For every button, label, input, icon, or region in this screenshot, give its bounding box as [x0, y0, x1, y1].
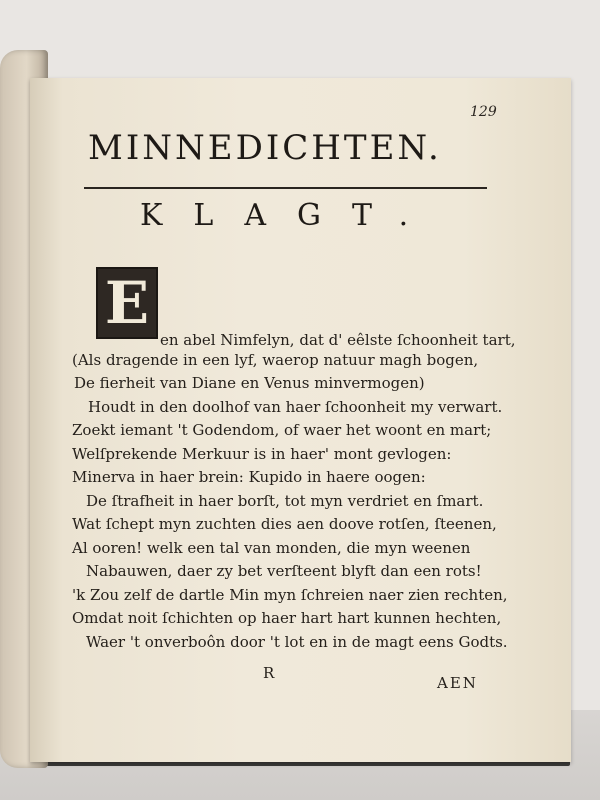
- catchword: AEN: [437, 674, 478, 692]
- poem-line: Wat ſchept myn zuchten dies aen doove rotſen, ſteenen,: [72, 515, 497, 533]
- page-number: 129: [470, 104, 497, 120]
- poem-line: Omdat noit ſchichten op haer hart hart kunnen hechten,: [72, 609, 502, 627]
- poem-line: Waer 't onverboôn door 't lot en in de magt eens Godts.: [86, 633, 508, 651]
- poem-line: Al ooren! welk een tal van monden, die myn weenen: [72, 539, 471, 557]
- poem-line: De ſtrafheit in haer borſt, tot myn verdriet en ſmart.: [86, 492, 484, 510]
- poem-line: Welſprekende Merkuur is in haer' mont gevlogen:: [72, 445, 452, 463]
- poem-line: De fierheit van Diane en Venus minvermogen): [74, 374, 425, 392]
- poem-line: Zoekt iemant 't Godendom, of waer het woont en mart;: [72, 421, 492, 439]
- drop-cap-letter: E: [104, 269, 150, 337]
- poem-line: (Als dragende in een lyf, waerop natuur magh bogen,: [72, 351, 479, 369]
- poem-line: en abel Nimfelyn, dat d' eêlste ſchoonheit tart,: [160, 331, 516, 349]
- poem-line: Minerva in haer brein: Kupido in haere oogen:: [72, 468, 426, 486]
- poem-line: Houdt in den doolhof van haer ſchoonheit my verwart.: [88, 398, 503, 416]
- book-page: [30, 78, 571, 762]
- title-rule: [84, 187, 487, 189]
- poem-line: Nabauwen, daer zy bet verſteent blyft dan een rots!: [86, 562, 482, 580]
- signature-mark: R: [263, 664, 275, 682]
- poem-line: 'k Zou zelf de dartle Min myn ſchreien naer zien rechten,: [72, 586, 508, 604]
- running-title: MINNEDICHTEN.: [88, 128, 442, 168]
- section-heading: KLAGT.: [140, 198, 440, 233]
- ornamental-drop-cap: [96, 267, 158, 339]
